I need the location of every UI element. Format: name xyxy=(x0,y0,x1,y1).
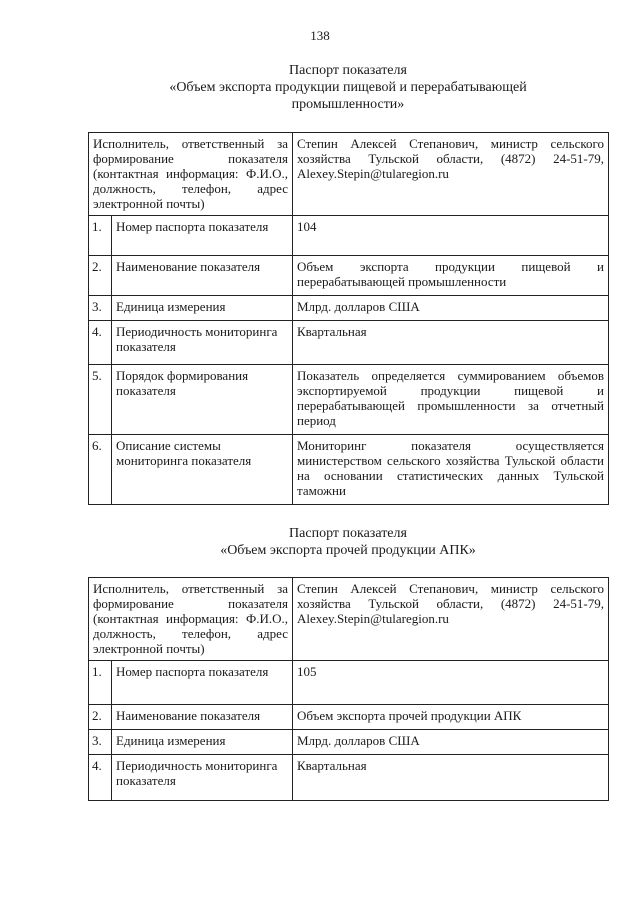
row-number: 2. xyxy=(89,705,112,730)
executor-value: Степин Алексей Степанович, министр сельского хозяйства Тульской области, (4872) 24-51-79, Alexey.Stepin@tularegion.ru xyxy=(293,133,609,216)
row-label: Наименование показателя xyxy=(112,256,293,296)
row-label: Единица измерения xyxy=(112,296,293,321)
row-value: Объем экспорта продукции пищевой и перерабатывающей промышленности xyxy=(293,256,609,296)
executor-label: Исполнитель, ответственный за формирование показателя (контактная информация: Ф.И.О., должность, телефон, адрес электронной почты) xyxy=(89,133,293,216)
passport-1-table xyxy=(88,132,609,505)
passport-title-line: Паспорт показателя xyxy=(289,526,407,541)
row-number: 1. xyxy=(89,661,112,705)
row-number: 5. xyxy=(89,365,112,435)
row-label: Периодичность мониторинга показателя xyxy=(112,755,293,801)
row-label: Наименование показателя xyxy=(112,705,293,730)
row-number: 1. xyxy=(89,216,112,256)
row-number: 3. xyxy=(89,730,112,755)
row-number: 4. xyxy=(89,321,112,365)
row-label: Описание системы мониторинга показателя xyxy=(112,435,293,505)
passport-2-table xyxy=(88,577,609,801)
row-value: 105 xyxy=(293,661,609,705)
page-number: 138 xyxy=(310,28,330,43)
row-value: Мониторинг показателя осуществляется министерством сельского хозяйства Тульской области на основании статистических данных Тульской таможни xyxy=(293,435,609,505)
passport-title-line: «Объем экспорта прочей продукции АПК» xyxy=(220,543,476,558)
row-value: Млрд. долларов США xyxy=(293,296,609,321)
table-row xyxy=(89,705,609,730)
row-value: Квартальная xyxy=(293,755,609,801)
executor-value: Степин Алексей Степанович, министр сельского хозяйства Тульской области, (4872) 24-51-79, Alexey.Stepin@tularegion.ru xyxy=(293,578,609,661)
table-row xyxy=(89,216,609,256)
passport-title-line: «Объем экспорта продукции пищевой и перерабатывающей xyxy=(169,80,527,95)
executor-row xyxy=(89,578,609,661)
table-row xyxy=(89,256,609,296)
executor-label: Исполнитель, ответственный за формирование показателя (контактная информация: Ф.И.О., должность, телефон, адрес электронной почты) xyxy=(89,578,293,661)
table-row xyxy=(89,730,609,755)
row-number: 3. xyxy=(89,296,112,321)
row-label: Номер паспорта показателя xyxy=(112,216,293,256)
row-value: Квартальная xyxy=(293,321,609,365)
row-label: Номер паспорта показателя xyxy=(112,661,293,705)
table-row xyxy=(89,365,609,435)
passport-2-title xyxy=(88,525,608,559)
row-number: 4. xyxy=(89,755,112,801)
row-value: Объем экспорта прочей продукции АПК xyxy=(293,705,609,730)
row-value: Показатель определяется суммированием объемов экспортируемой продукции пищевой и перерабатывающей промышленности за отчетный период xyxy=(293,365,609,435)
executor-row xyxy=(89,133,609,216)
row-label: Единица измерения xyxy=(112,730,293,755)
passport-title-line: промышленности» xyxy=(291,97,405,112)
table-row xyxy=(89,296,609,321)
row-label: Порядок формирования показателя xyxy=(112,365,293,435)
row-label: Периодичность мониторинга показателя xyxy=(112,321,293,365)
passport-1-title xyxy=(88,62,608,113)
row-value: 104 xyxy=(293,216,609,256)
row-value: Млрд. долларов США xyxy=(293,730,609,755)
row-number: 2. xyxy=(89,256,112,296)
table-row xyxy=(89,321,609,365)
table-row xyxy=(89,661,609,705)
row-number: 6. xyxy=(89,435,112,505)
table-row xyxy=(89,755,609,801)
table-row xyxy=(89,435,609,505)
passport-title-line: Паспорт показателя xyxy=(289,63,407,78)
